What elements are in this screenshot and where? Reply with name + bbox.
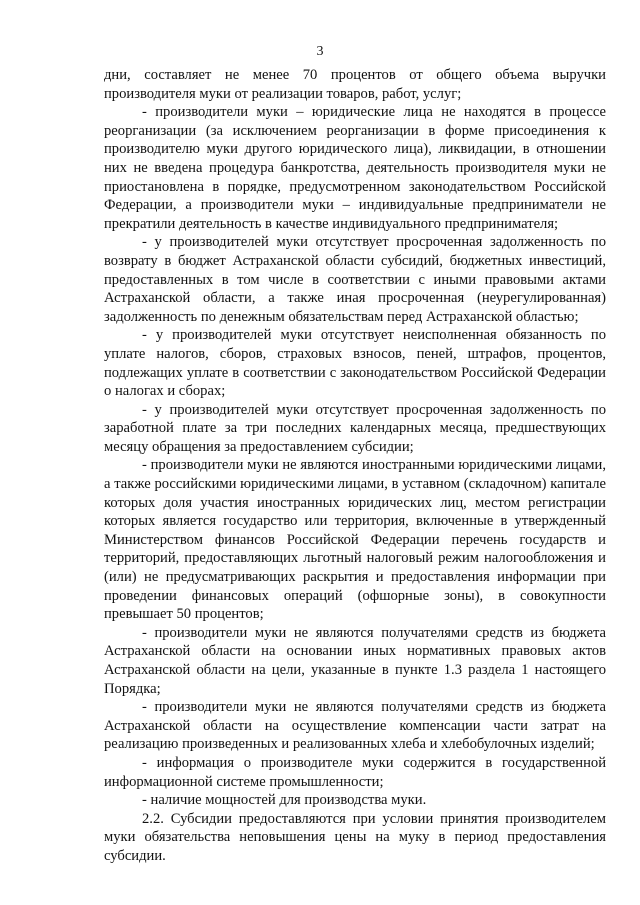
- condition-no-other-budget-funds: - производители муки не являются получателями средств из бюджета Астраханской области на основании иных нормативных правовых актов Астраханской области на цели, указанные в пункте 1.3 раздела 1 настоящего Порядка;: [104, 624, 606, 697]
- condition-no-wage-arrears: - у производителей муки отсутствует просроченная задолженность по заработной плате за три последних календарных месяца, предшествующих месяцу обращения за предоставлением субсидии;: [104, 401, 606, 455]
- condition-production-capacity: - наличие мощностей для производства муки.: [142, 792, 427, 809]
- condition-no-bread-compensation: - производители муки не являются получателями средств из бюджета Астраханской области на осуществление компенсации части затрат на реализацию произведенных и реализованных хлеба и хлебобулочных изделий;: [104, 699, 606, 753]
- page-number: 3: [316, 44, 324, 59]
- condition-no-reorganization: - производители муки – юридические лица не находятся в процессе реорганизации (за исключением реорганизации в форме присоединения к производителю муки другого юридического лица), ликвидации, в отношении них не введена процедура банкротства, деятельность производителя муки не приостановлена в порядке, предусмотренном законодательством Российской Федерации, а производители муки – индивидуальные предприниматели не прекратили деятельность в качестве индивидуального предпринимателя;: [104, 104, 606, 232]
- condition-no-overdue-budget-debt: - у производителей муки отсутствует просроченная задолженность по возврату в бюджет Астраханской области субсидий, бюджетных инвестиций, предоставленных в том числе в соответствии с иными правовыми актами Астраханской области, а также иная просроченная (неурегулированная) задолженность по денежным обязательствам перед Астраханской областью;: [104, 234, 606, 325]
- condition-not-foreign-entity: - производители муки не являются иностранными юридическими лицами, а также российскими юридическими лицами, в уставном (складочном) капитале которых доля участия иностранных юридических лиц, местом регистрации которых является государство или территория, включенные в утвержденный Министерством финансов Российской Федерации перечень государств и территорий, предоставляющих льготный налоговый режим налогообложения и (или) не предусматривающих раскрытия и предоставления информации при проведении финансовых операций (офшорные зоны), в совокупности превышает 50 процентов;: [104, 457, 606, 623]
- condition-industry-register: - информация о производителе муки содержится в государственной информационной системе промышленности;: [104, 754, 606, 790]
- clause-2-2-price-obligation: 2.2. Субсидии предоставляются при условии принятия производителем муки обязательства неповышения цены на муку в период предоставления субсидии.: [104, 810, 606, 864]
- condition-no-tax-arrears: - у производителей муки отсутствует неисполненная обязанность по уплате налогов, сборов, страховых взносов, пеней, штрафов, процентов, подлежащих уплате в соответствии с законодательством Российской Федерации о налогах и сборах;: [104, 327, 606, 400]
- paragraph-continuation: дни, составляет не менее 70 процентов от общего объема выручки производителя муки от реализации товаров, работ, услуг;: [104, 67, 606, 102]
- document-body: [104, 66, 606, 866]
